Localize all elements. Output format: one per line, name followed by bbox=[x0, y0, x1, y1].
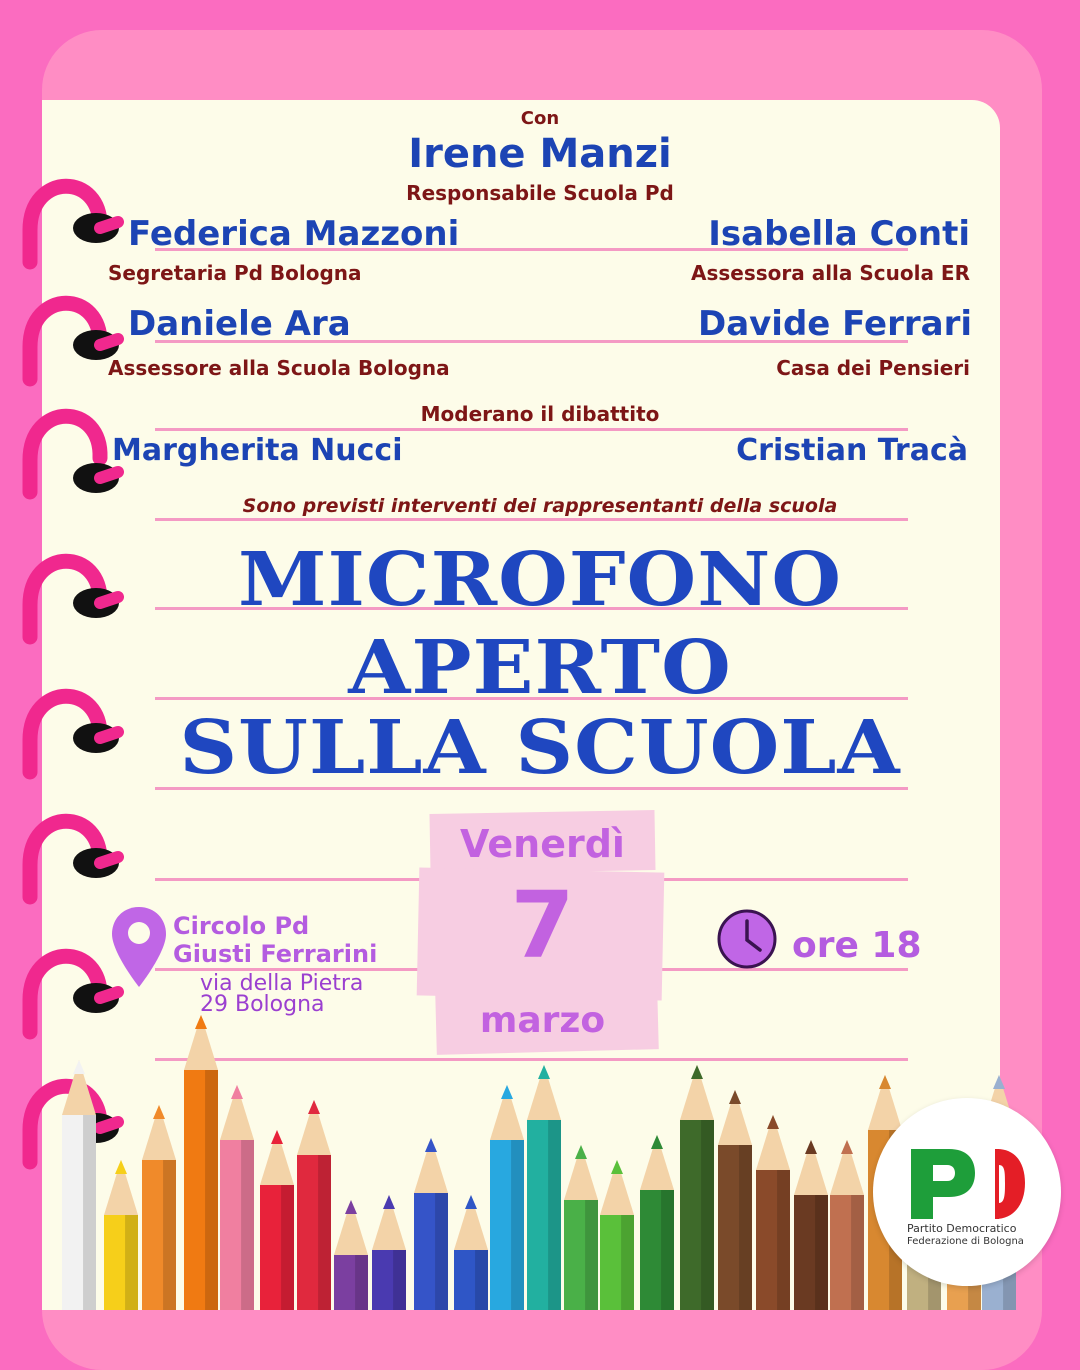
colored-pencil bbox=[564, 1145, 598, 1310]
colored-pencils-illustration bbox=[42, 990, 1022, 1310]
date-month: marzo bbox=[479, 1000, 606, 1041]
pd-logo-line-1: Partito Democratico bbox=[907, 1222, 1017, 1235]
venue-line-1: Circolo Pd bbox=[173, 912, 310, 940]
colored-pencil bbox=[414, 1138, 448, 1310]
colored-pencil bbox=[260, 1130, 294, 1310]
colored-pencil bbox=[830, 1140, 864, 1310]
interventions-note: Sono previsti interventi dei rappresentanti della scuola bbox=[242, 495, 838, 517]
pd-logo-mark bbox=[905, 1143, 1029, 1223]
clock-icon bbox=[715, 907, 779, 971]
colored-pencil bbox=[334, 1200, 368, 1310]
speaker-role-davide: Casa dei Pensieri bbox=[776, 356, 970, 380]
pd-logo-line-2: Federazione di Bologna bbox=[907, 1236, 1024, 1247]
main-speaker-role: Responsabile Scuola Pd bbox=[406, 181, 674, 205]
speaker-role-daniele: Assessore alla Scuola Bologna bbox=[108, 356, 450, 380]
title-line-3: SULLA SCUOLA bbox=[179, 703, 901, 791]
venue-line-2: Giusti Ferrarini bbox=[173, 940, 378, 968]
colored-pencil bbox=[680, 1065, 714, 1310]
venue-address-1: via della Pietra bbox=[200, 971, 364, 996]
colored-pencil bbox=[142, 1105, 176, 1310]
speaker-role-federica: Segretaria Pd Bologna bbox=[108, 261, 362, 285]
colored-pencil bbox=[372, 1195, 406, 1310]
title-line-1: MICROFONO bbox=[237, 535, 843, 623]
colored-pencil bbox=[490, 1085, 524, 1310]
speaker-name-daniele: Daniele Ara bbox=[128, 304, 351, 344]
colored-pencil bbox=[220, 1085, 254, 1310]
colored-pencil bbox=[600, 1160, 634, 1310]
location-pin-icon bbox=[110, 905, 168, 989]
ruled-line bbox=[155, 428, 908, 431]
con-label: Con bbox=[520, 108, 560, 129]
moderators-label: Moderano il dibattito bbox=[420, 402, 660, 426]
colored-pencil bbox=[184, 1015, 218, 1310]
colored-pencil bbox=[527, 1065, 561, 1310]
venue-address-2: 29 Bologna bbox=[200, 992, 325, 1017]
moderator-right: Cristian Tracà bbox=[736, 433, 968, 468]
colored-pencil bbox=[794, 1140, 828, 1310]
time-label: ore 18 bbox=[792, 925, 922, 966]
pd-logo bbox=[873, 1098, 1061, 1286]
speaker-name-isabella: Isabella Conti bbox=[708, 214, 970, 254]
colored-pencil bbox=[297, 1100, 331, 1310]
colored-pencil bbox=[640, 1135, 674, 1310]
title-line-2: APERTO bbox=[348, 623, 732, 711]
colored-pencil bbox=[62, 1060, 96, 1310]
colored-pencil bbox=[718, 1090, 752, 1310]
colored-pencil bbox=[104, 1160, 138, 1310]
date-day: 7 bbox=[510, 872, 575, 979]
date-weekday: Venerdì bbox=[460, 822, 625, 866]
speaker-name-davide: Davide Ferrari bbox=[697, 304, 972, 344]
main-speaker-name: Irene Manzi bbox=[408, 131, 672, 177]
speaker-name-federica: Federica Mazzoni bbox=[128, 214, 460, 254]
moderator-left: Margherita Nucci bbox=[112, 433, 403, 468]
colored-pencil bbox=[756, 1115, 790, 1310]
speaker-role-isabella: Assessora alla Scuola ER bbox=[690, 261, 970, 285]
colored-pencil bbox=[454, 1195, 488, 1310]
ruled-line bbox=[155, 518, 908, 521]
